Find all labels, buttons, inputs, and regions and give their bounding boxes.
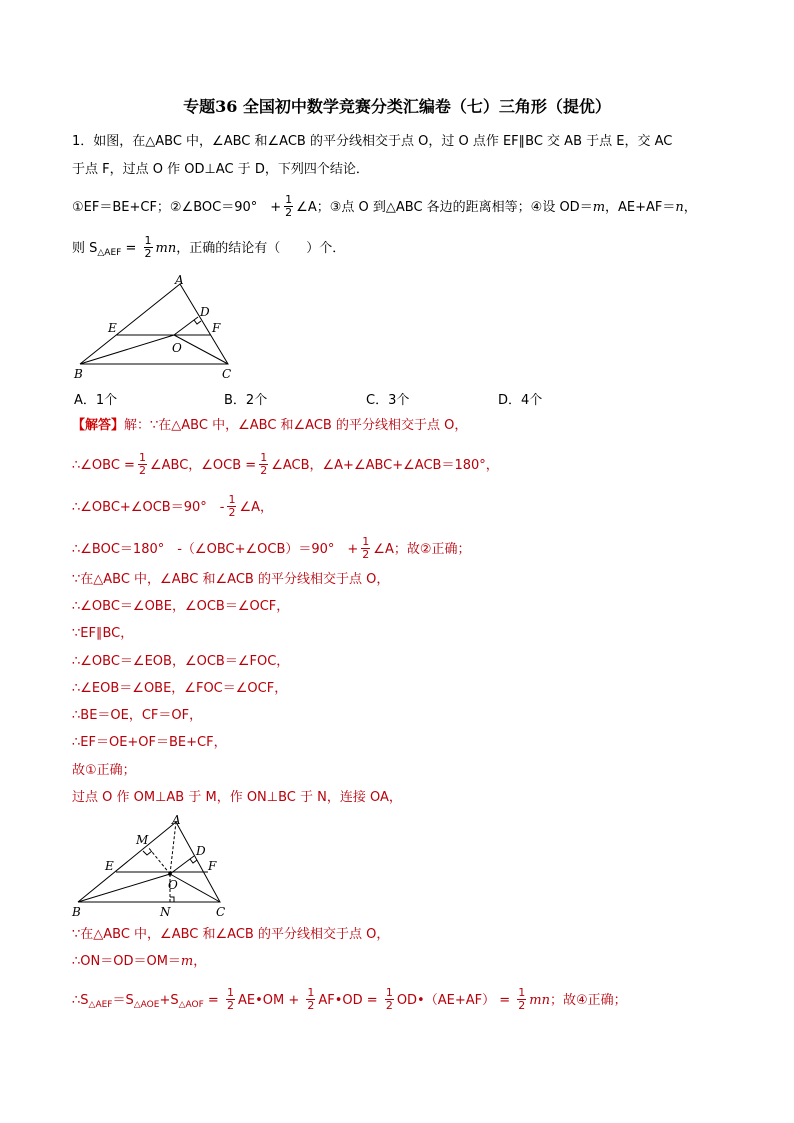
solution-line-6: ∴∠OBC＝∠OBE，∠OCB＝∠OCF，: [72, 599, 290, 614]
solution-line-12: 故①正确；: [72, 763, 136, 778]
question-line-4: 则 $S_{\triangle AEF}$ = $\frac{1}{2}$ mn，正确的结论有（ ）个．: [72, 234, 346, 260]
fraction: $\frac{1}{2}$: [285, 193, 293, 219]
question-line-2: 于点 F，过点 O 作 OD⊥AC 于 D，下列四个结论．: [72, 162, 369, 177]
label-o: O: [172, 341, 182, 355]
segment-oa-dashed: [170, 822, 176, 874]
solution-line-5: ∵在△ABC 中，∠ABC 和∠ACB 的平分线相交于点 O，: [72, 572, 390, 587]
point-o: [168, 872, 172, 876]
label-b: B: [74, 367, 83, 381]
solution-line-13: 过点 O 作 OM⊥AB 于 M，作 ON⊥BC 于 N，连接 OA，: [72, 790, 402, 805]
label-b: B: [72, 905, 81, 919]
solution-line-14: ∵在△ABC 中，∠ABC 和∠ACB 的平分线相交于点 O，: [72, 927, 390, 942]
triangle-figure-2: [70, 812, 240, 922]
solution-line-4: ∴∠BOC＝180° -（∠OBC+∠OCB）＝90° + $\frac{1}{2}$ ∠A；故②正确；: [72, 535, 471, 561]
option-a: A．1个: [74, 393, 118, 408]
label-n: N: [160, 905, 171, 919]
conclusions-text: ①EF＝BE+CF；②∠BOC＝90° +: [72, 200, 282, 215]
label-c: C: [222, 367, 232, 381]
label-c: C: [216, 905, 226, 919]
label-f: F: [208, 859, 217, 873]
label-d: D: [196, 844, 206, 858]
label-a: A: [175, 273, 184, 287]
question-line-1: 1．如图，在△ABC 中，∠ABC 和∠ACB 的平分线相交于点 O，过 O 点作 EF∥BC 交 AB 于点 E，交 AC: [72, 134, 673, 149]
solution-line-11: ∴EF＝OE+OF＝BE+CF，: [72, 735, 227, 750]
label-o: O: [168, 878, 178, 892]
answer-bracket: 【解答】: [72, 418, 125, 433]
option-b: B．2个: [224, 393, 268, 408]
label-a: A: [172, 813, 181, 827]
segment-bo: [78, 874, 170, 902]
right-angle-mark-m: [143, 851, 152, 855]
segment-co: [174, 335, 228, 364]
solution-line-10: ∴BE＝OE，CF＝OF，: [72, 708, 203, 723]
right-angle-mark: [194, 320, 201, 324]
solution-line-16: $\therefore S_{\triangle AEF}=S_{\triangle AOE}+S_{\triangle AOF}$ = $\frac{1}{2}$ AE•OM + $\frac{1}{2}$ AF•OD = $\frac{1}{2}$ OD•（AE+AF） = $\frac{1}{2}$ mn；故④正确；: [72, 986, 627, 1012]
segment-bo: [80, 335, 174, 364]
option-c: C．3个: [366, 393, 410, 408]
solution-line-1: 【解答】解：∵在△ABC 中，∠ABC 和∠ACB 的平分线相交于点 O，: [72, 418, 468, 433]
page-title: 专题36 全国初中数学竞赛分类汇编卷（七）三角形（提优）: [183, 97, 611, 116]
triangle-figure-1: [70, 272, 260, 384]
option-d: D．4个: [498, 393, 543, 408]
label-f: F: [212, 321, 221, 335]
right-angle-mark-n: [170, 897, 174, 902]
label-e: E: [105, 859, 114, 873]
solution-line-9: ∴∠EOB＝∠OBE，∠FOC＝∠OCF，: [72, 681, 288, 696]
solution-line-15: ∴ON＝OD＝OM＝m，: [72, 954, 207, 969]
label-m: M: [136, 833, 149, 847]
solution-line-8: ∴∠OBC＝∠EOB，∠OCB＝∠FOC，: [72, 654, 290, 669]
solution-line-2: ∴∠OBC = $\frac{1}{2}$ ∠ABC，∠OCB = $\frac{1}{2}$ ∠ACB，∠A+∠ABC+∠ACB＝180°，: [72, 451, 499, 477]
question-line-3: ①EF＝BE+CF；②∠BOC＝90° + $\frac{1}{2}$ ∠A；③点 O 到△ABC 各边的距离相等；④设 OD＝m，AE+AF＝n，: [72, 193, 697, 219]
solution-line-7: ∵EF∥BC，: [72, 626, 134, 641]
label-e: E: [108, 321, 117, 335]
solution-line-3: ∴∠OBC+∠OCB＝90° - $\frac{1}{2}$ ∠A，: [72, 493, 273, 519]
label-d: D: [200, 305, 210, 319]
right-angle-mark-d: [190, 859, 197, 863]
fraction: $\frac{1}{2}$: [144, 234, 152, 260]
